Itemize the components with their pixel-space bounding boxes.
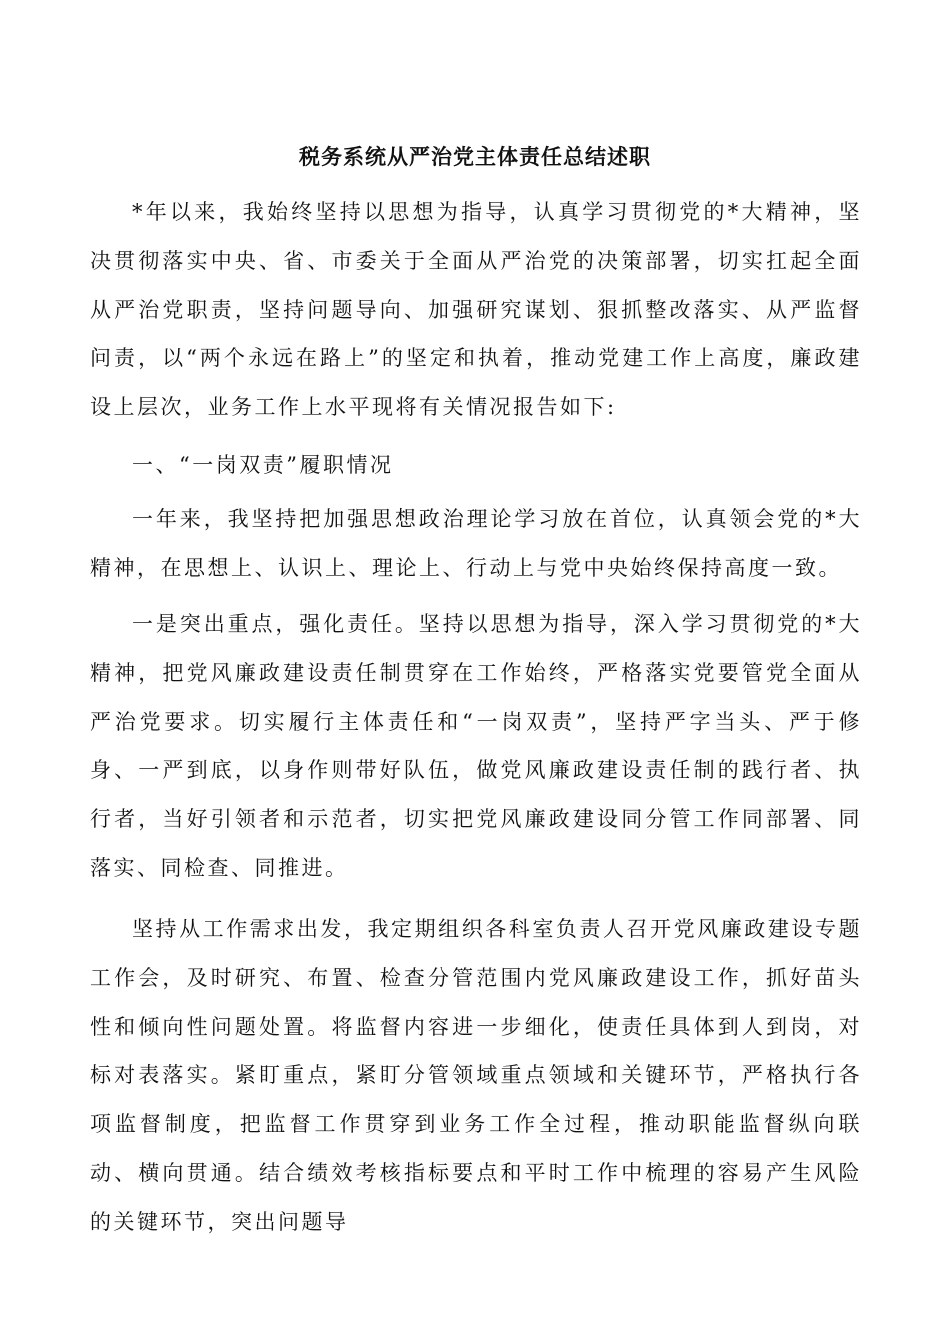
section-heading-one: 一、“一岗双责”履职情况 <box>132 453 394 477</box>
paragraph-focus-responsibility: 一是突出重点，强化责任。坚持以思想为指导，深入学习贯彻党的*大精神，把党风廉政建设责任制贯穿在工作始终，严格落实党要管党全面从严治党要求。切实履行主体责任和“一岗双责”，坚持严字当头、严于修身、一严到底，以身作则带好队伍，做党风廉政建设责任制的践行者、执行者，当好引领者和示范者，切实把党风廉政建设同分管工作同部署、同落实、同检查、同推进。 <box>90 612 862 880</box>
paragraph-work-needs: 坚持从工作需求出发，我定期组织各科室负责人召开党风廉政建设专题工作会，及时研究、布置、检查分管范围内党风廉政建设工作，抓好苗头性和倾向性问题处置。将监督内容进一步细化，使责任具体到人到岗，对标对表落实。紧盯重点，紧盯分管领域重点领域和关键环节，严格执行各项监督制度，把监督工作贯穿到业务工作全过程，推动职能监督纵向联动、横向贯通。结合绩效考核指标要点和平时工作中梳理的容易产生风险的关键环节，突出问题导 <box>90 917 862 1234</box>
document-title: 税务系统从严治党主体责任总结述职 <box>299 144 651 169</box>
paragraph-study: 一年来，我坚持把加强思想政治理论学习放在首位，认真领会党的*大精神，在思想上、认识上、理论上、行动上与党中央始终保持高度一致。 <box>90 507 862 580</box>
paragraph-intro: *年以来，我始终坚持以思想为指导，认真学习贯彻党的*大精神，坚决贯彻落实中央、省、市委关于全面从严治党的决策部署，切实扛起全面从严治党职责，坚持问题导向、加强研究谋划、狠抓整改落实、从严监督问责，以“两个永远在路上”的坚定和执着，推动党建工作上高度，廉政建设上层次，业务工作上水平现将有关情况报告如下: <box>90 200 862 420</box>
